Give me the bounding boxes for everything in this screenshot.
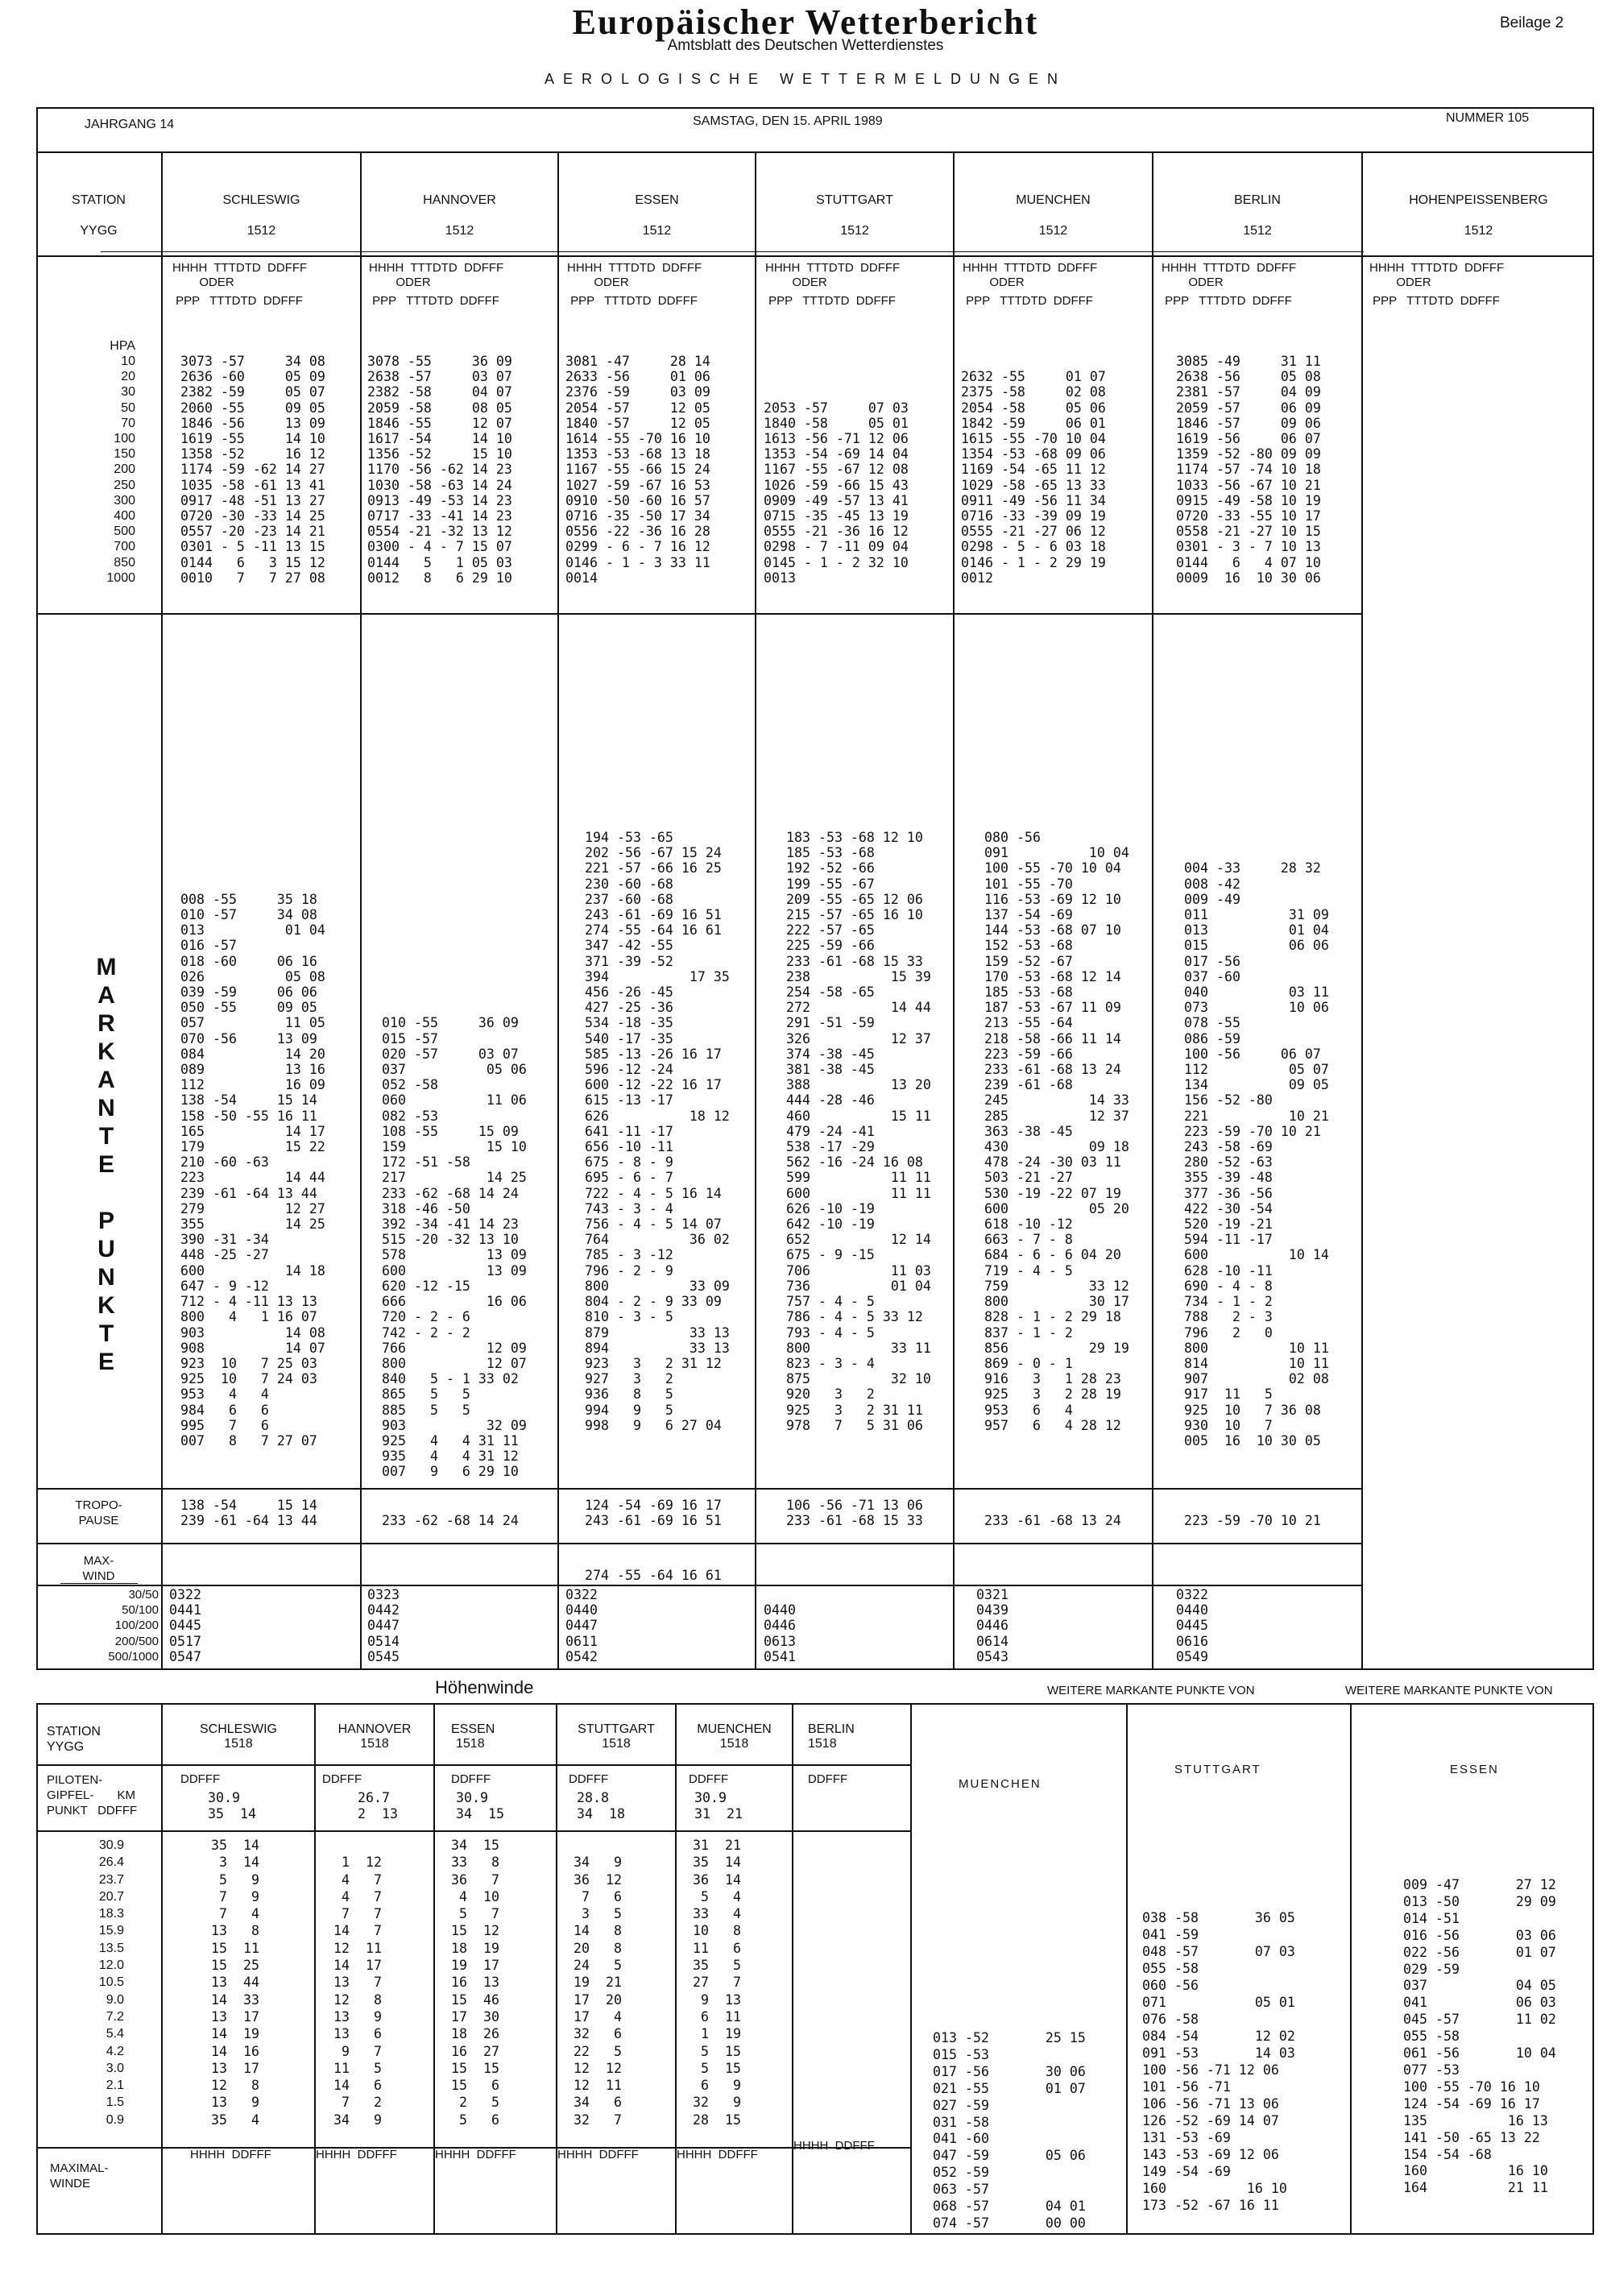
pilot-value-essen: 30.9 34 15: [456, 1790, 504, 1821]
pilot-value-stuttgart: 28.8 34 18: [577, 1790, 625, 1821]
standard-levels-essen: 3081 -47 28 14 2633 -56 01 06 2376 -59 03 09 2054 -57 12 05 1840 -57 12 05 1614 -55 -70 16 10 1353 -53 -68 13 18 1167 -55 -66 15 24 1027 -59 -67 16 53 0910 -50 -60 16 57 0716 -35 -50 17 34 0556 -22 -36 16 28 0299 - 6 - 7 16 12 0146 - 1 - 3 33 11 0014: [565, 354, 710, 586]
station-yygg-berlin: 1512: [1243, 224, 1272, 238]
station-yygg-essen: 1512: [642, 224, 672, 238]
subheader-berlin-1: HHHH TTTDTD DDFFF: [1162, 261, 1297, 275]
standard-levels-muenchen: 2632 -55 01 07 2375 -58 02 08 2054 -58 05 06 1842 -59 06 01 1615 -55 -70 10 04 1354 -53 -68 09 06 1169 -54 -65 11 12 1029 -58 -65 13 33 0911 -49 -56 11 34 0716 -33 -39 09 19 0555 -21 -27 06 12 0298 - 5 - 6 03 18 0146 - 1 - 2 29 19 0012: [961, 369, 1106, 586]
tropopause-label: TROPO- PAUSE: [75, 1498, 122, 1527]
subheader-hannover-1: HHHH TTTDTD DDFFF: [369, 261, 504, 275]
publication-title: Europäischer Wetterbericht: [572, 2, 1039, 42]
hw-pilot-rule: [36, 1830, 910, 1832]
station-yygg-schleswig: 1512: [246, 224, 276, 238]
winds-muenchen: 31 21 35 14 36 14 5 4 33 4 10 8 11 6 35 5 27 7 9 13 6 11 1 19 5 15 5 15 6 9 32 9 28 15: [693, 1838, 741, 2128]
station-name-hannover: HANNOVER: [423, 193, 496, 207]
publication-subtitle: Amtsblatt des Deutschen Wetterdienstes: [667, 37, 944, 54]
supplement-label: Beilage 2: [1500, 15, 1564, 31]
hw-station-essen: ESSEN: [451, 1722, 495, 1736]
col-divider-4: [755, 153, 756, 1670]
winds-schleswig: 35 14 3 14 5 9 7 9 7 4 13 8 15 11 15 25 13 44 14 33 13 17 14 19 14 16 13 17 12 8 13 9 35 4: [211, 1838, 259, 2128]
hw-yygg-berlin: 1518: [808, 1737, 837, 1751]
pilot-value-muenchen: 30.9 31 21: [694, 1790, 743, 1821]
markante-punkte-label: M A R K A N T E P U N K T E: [96, 954, 117, 1375]
subheader-muenchen-3: PPP TTTDTD DDFFF: [963, 294, 1093, 308]
maxwind-head-schleswig: HHHH DDFFF: [190, 2148, 271, 2161]
layers-schleswig: 0322 0441 0445 0517 0547: [169, 1587, 201, 1664]
standard-levels-schleswig: 3073 -57 34 08 2636 -60 05 09 2382 -59 05 07 2060 -55 09 05 1846 -56 13 09 1619 -55 14 10 1358 -52 16 12 1174 -59 -62 14 27 1035 -58 -61 13 41 0917 -48 -51 13 27 0720 -30 -33 14 25 0557 -20 -23 14 21 0301 - 5 -11 13 15 0144 6 3 15 12 0010 7 7 27 08: [180, 354, 325, 586]
hoehenwinde-title: Höhenwinde: [435, 1677, 534, 1697]
maxwind-head-essen: HHHH DDFFF: [435, 2148, 516, 2161]
station-name-berlin: BERLIN: [1234, 193, 1281, 207]
hpa-label: HPA: [110, 339, 135, 353]
subheader-stuttgart-2: ODER: [765, 276, 827, 289]
tropo-berlin: 223 -59 -70 10 21: [1184, 1513, 1321, 1529]
tropo-muenchen: 233 -61 -68 13 24: [984, 1513, 1121, 1529]
station-name-schleswig: SCHLESWIG: [222, 193, 300, 207]
subheader-rule: [36, 255, 1594, 257]
station-yygg-muenchen: 1512: [1038, 224, 1068, 238]
hw-station-hannover: HANNOVER: [338, 1722, 412, 1736]
subheader-schleswig-2: ODER: [172, 276, 234, 289]
layers-label: 30/50 50/100 100/200 200/500 500/1000: [108, 1588, 159, 1664]
layers-essen: 0322 0440 0447 0611 0542: [565, 1587, 598, 1664]
hw-station-schleswig: SCHLESWIG: [199, 1722, 277, 1736]
standard-levels-rule: [36, 613, 1361, 615]
stuttgart-points-title: STUTTGART: [1174, 1763, 1261, 1776]
markante-schleswig: 008 -55 35 18 010 -57 34 08 013 01 04 016 -57 018 -60 06 16 026 05 08 039 -59 06 06 050 -55 09 05 057 11 05 070 -56 13 09 084 14 20 089 13 16 112 16 09 138 -54 15 14 158 -50 -55 16 11 165 14 17 179 15 22 210 -60 -63 223 14 44 239 -61 -64 13 44 279 12 27 355 14 25 390 -31 -34 448 -25 -27 600 14 18 647 - 9 -12 712 - 4 -11 13 13 800 4 1 16 07 903 14 08 908 14 07 923 10 7 25 03 925 10 7 24 03 953 4 4 984 6 6 995 7 6 007 8 7 27 07: [180, 891, 325, 1448]
issue-number: NUMMER 105: [1446, 111, 1530, 125]
hw-station-muenchen: MUENCHEN: [697, 1722, 772, 1736]
maxwind-head-muenchen: HHHH DDFFF: [677, 2148, 758, 2161]
muenchen-extra-points: 013 -52 25 15 015 -53 017 -56 30 06 021 -55 01 07 027 -59 031 -58 041 -60 047 -59 05 06 052 -59 063 -57 068 -57 04 01 074 -57 00 00: [933, 2030, 1086, 2231]
subheader-berlin-3: PPP TTTDTD DDFFF: [1162, 294, 1292, 308]
subheader-schleswig-1: HHHH TTTDTD DDFFF: [172, 261, 308, 275]
hw-station-rule: [36, 1764, 910, 1766]
station-name-muenchen: MUENCHEN: [1016, 193, 1091, 207]
maxwind-label: MAX- WIND: [82, 1554, 115, 1583]
pilot-value-schleswig: 30.9 35 14: [208, 1790, 256, 1821]
markante-berlin: 004 -33 28 32 008 -42 009 -49 011 31 09 013 01 04 015 06 06 017 -56 037 -60 040 03 11 073 10 06 078 -55 086 -59 100 -56 06 07 112 05 07 134 09 05 156 -52 -80 221 10 21 223 -59 -70 10 21 243 -58 -69 280 -52 -63 355 -39 -48 377 -36 -56 422 -30 -54 520 -19 -21 594 -11 -17 600 10 14 628 -10 -11 690 - 4 - 8 734 - 1 - 2 788 2 - 3 796 2 0 800 10 11 814 10 11 907 02 08 917 11 5 925 10 7 36 08 930 10 7 005 16 10 30 05: [1184, 860, 1329, 1448]
col-divider-1: [161, 153, 163, 1670]
hw-yygg-schleswig: 1518: [224, 1737, 253, 1751]
subheader-schleswig-3: PPP TTTDTD DDFFF: [172, 294, 303, 308]
layers-berlin: 0322 0440 0445 0616 0549: [1176, 1587, 1208, 1664]
subheader-hohenpeissenberg-2: ODER: [1369, 276, 1431, 289]
pilot-ddfff-schleswig: DDFFF: [180, 1772, 221, 1786]
markante-hannover: 010 -55 36 09 015 -57 020 -57 03 07 037 05 06 052 -58 060 11 06 082 -53 108 -55 15 09 159 15 10 172 -51 -58 217 14 25 233 -62 -68 14 24 318 -46 -50 392 -34 -41 14 23 515 -20 -32 13 10 578 13 09 600 13 09 620 -12 -15 666 16 06 720 - 2 - 6 742 - 2 - 2 766 12 09 800 12 07 840 5 - 1 33 02 865 5 5 885 5 5 903 32 09 925 4 4 31 11 935 4 4 31 12 007 9 6 29 10: [382, 1015, 527, 1480]
tropo-schleswig: 138 -54 15 14 239 -61 -64 13 44: [180, 1498, 317, 1529]
col-divider-5: [953, 153, 955, 1670]
pilot-ddfff-berlin: DDFFF: [808, 1772, 848, 1786]
more-points-title-b: WEITERE MARKANTE PUNKTE VON: [1345, 1684, 1553, 1697]
hw-station-berlin: BERLIN: [808, 1722, 855, 1736]
hw-col-divider-7: [910, 1703, 912, 2235]
hw-col-divider-6: [792, 1703, 793, 2235]
maxwind-head-hannover: HHHH DDFFF: [316, 2148, 397, 2161]
subheader-muenchen-1: HHHH TTTDTD DDFFF: [963, 261, 1098, 275]
col-divider-7: [1361, 153, 1363, 1670]
subheader-stuttgart-1: HHHH TTTDTD DDFFF: [765, 261, 901, 275]
maxwind-label-underline: [60, 1583, 138, 1584]
hw-yygg-hannover: 1518: [360, 1737, 389, 1751]
maximal-winde-label: MAXIMAL- WINDE: [50, 2161, 109, 2190]
standard-levels-stuttgart: 2053 -57 07 03 1840 -58 05 01 1613 -56 -71 12 06 1353 -54 -69 14 04 1167 -55 -67 12 08 1026 -59 -66 15 43 0909 -49 -57 13 41 0715 -35 -45 13 19 0555 -21 -36 16 12 0298 - 7 -11 09 04 0145 - 1 - 2 32 10 0013: [764, 400, 909, 586]
subheader-muenchen-2: ODER: [963, 276, 1025, 289]
subheader-essen-1: HHHH TTTDTD DDFFF: [567, 261, 702, 275]
section-title: AEROLOGISCHE WETTERMELDUNGEN: [544, 71, 1067, 87]
issue-date: SAMSTAG, DEN 15. APRIL 1989: [693, 114, 883, 128]
station-yygg-stuttgart: 1512: [840, 224, 869, 238]
markante-rule: [36, 1488, 1361, 1490]
issue-bar-divider: [36, 151, 1594, 153]
station-name-stuttgart: STUTTGART: [816, 193, 893, 207]
subheader-berlin-2: ODER: [1162, 276, 1224, 289]
pilot-label: PILOTEN- GIPFEL- KM PUNKT DDFFF: [47, 1773, 138, 1817]
stuttgart-extra-points: 038 -58 36 05 041 -59 048 -57 07 03 055 -58 060 -56 071 05 01 076 -58 084 -54 12 02 091 -53 14 03 100 -56 -71 12 06 101 -56 -71 106 -56 -71 13 06 126 -52 -69 14 07 131 -53 -69 143 -53 -69 12 06 149 -54 -69 160 16 10 173 -52 -67 16 11: [1142, 1910, 1295, 2213]
more-points-title-a: WEITERE MARKANTE PUNKTE VON: [1047, 1684, 1255, 1697]
yygg-label: YYGG: [80, 224, 118, 238]
pilot-value-hannover: 26.7 2 13: [358, 1790, 398, 1821]
essen-extra-points: 009 -47 27 12 013 -50 29 09 014 -51 016 -56 03 06 022 -56 01 07 029 -59 037 04 05 041 06 03 045 -57 11 02 055 -58 061 -56 10 04 077 -53 100 -55 -70 16 10 124 -54 -69 16 17 135 16 13 141 -50 -65 13 22 154 -54 -68 160 16 10 164 21 11: [1403, 1877, 1556, 2196]
winds-essen: 34 15 33 8 36 7 4 10 5 7 15 12 18 19 19 17 16 13 15 46 17 30 18 26 16 27 15 15 15 6 2 5 5 6: [451, 1838, 499, 2128]
markante-stuttgart: 183 -53 -68 12 10 185 -53 -68 192 -52 -66 199 -55 -67 209 -55 -65 12 06 215 -57 -65 16 10 222 -57 -65 225 -59 -66 233 -61 -68 15 33 238 15 39 254 -58 -65 272 14 44 291 -51 -59 326 12 37 374 -38 -45 381 -38 -45 388 13 20 444 -28 -46 460 15 11 479 -24 -41 538 -17 -29 562 -16 -24 16 08 599 11 11 600 11 11 626 -10 -19 642 -10 -19 652 12 14 675 - 9 -15 706 11 03 736 01 04 757 - 4 - 5 786 - 4 - 5 33 12 793 - 4 - 5 800 33 11 823 - 3 - 4 875 32 10 920 3 2 925 3 2 31 11 978 7 5 31 06: [786, 830, 931, 1433]
pilot-ddfff-muenchen: DDFFF: [689, 1772, 729, 1786]
station-yygg-hannover: 1512: [445, 224, 474, 238]
tropo-hannover: 233 -62 -68 14 24: [382, 1513, 519, 1529]
col-divider-6: [1152, 153, 1153, 1670]
maxwind-essen: 274 -55 -64 16 61: [585, 1568, 722, 1583]
winds-hannover: 1 12 4 7 4 7 7 7 14 7 12 11 14 17 13 7 12 8 13 9 13 6 9 7 11 5 14 6 7 2 34 9: [333, 1855, 382, 2128]
subheader-essen-3: PPP TTTDTD DDFFF: [567, 294, 698, 308]
subheader-hohenpeissenberg-1: HHHH TTTDTD DDFFF: [1369, 261, 1505, 275]
tropo-essen: 124 -54 -69 16 17 243 -61 -69 16 51: [585, 1498, 722, 1529]
header-rule: [101, 251, 1364, 252]
maxwind-rule: [36, 1585, 1361, 1586]
km-level-list: 30.9 26.4 23.7 20.7 18.3 15.9 13.5 12.0 10.5 9.0 7.2 5.4 4.2 3.0 2.1 1.5 0.9: [98, 1838, 124, 2127]
subheader-stuttgart-3: PPP TTTDTD DDFFF: [765, 294, 896, 308]
standard-levels-berlin: 3085 -49 31 11 2638 -56 05 08 2381 -57 04 09 2059 -57 06 09 1846 -57 09 06 1619 -56 06 07 1359 -52 -80 09 09 1174 -57 -74 10 18 1033 -56 -67 10 21 0915 -49 -58 10 19 0720 -33 -55 10 17 0558 -21 -27 10 15 0301 - 3 - 7 10 13 0144 6 4 07 10 0009 16 10 30 06: [1176, 354, 1321, 586]
layers-muenchen: 0321 0439 0446 0614 0543: [976, 1587, 1008, 1664]
hw-yygg-essen: 1518: [456, 1737, 485, 1751]
station-yygg-hohenpeissenberg: 1512: [1464, 224, 1493, 238]
subheader-hannover-2: ODER: [369, 276, 431, 289]
hw-col-divider-9: [1350, 1703, 1352, 2235]
subheader-essen-2: ODER: [567, 276, 629, 289]
hw-col-divider-1: [161, 1703, 163, 2235]
hw-station-label: STATION YYGG: [47, 1725, 101, 1754]
hw-station-stuttgart: STUTTGART: [578, 1722, 655, 1736]
hpa-level-list: 10 20 30 50 70 100 150 200 250 300 400 500 700 850 1000: [106, 354, 135, 585]
maxwind-head-stuttgart: HHHH DDFFF: [557, 2148, 639, 2161]
col-divider-2: [360, 153, 362, 1670]
muenchen-points-title: MUENCHEN: [959, 1777, 1042, 1791]
layers-hannover: 0323 0442 0447 0514 0545: [367, 1587, 400, 1664]
pilot-ddfff-essen: DDFFF: [451, 1772, 491, 1786]
subheader-hohenpeissenberg-3: PPP TTTDTD DDFFF: [1369, 294, 1500, 308]
subheader-hannover-3: PPP TTTDTD DDFFF: [369, 294, 499, 308]
station-label: STATION: [72, 193, 126, 207]
markante-muenchen: 080 -56 091 10 04 100 -55 -70 10 04 101 -55 -70 116 -53 -69 12 10 137 -54 -69 144 -53 -68 07 10 152 -53 -68 159 -52 -67 170 -53 -68 12 14 185 -53 -68 187 -53 -67 11 09 213 -55 -64 218 -58 -66 11 14 223 -59 -66 233 -61 -68 13 24 239 -61 -68 245 14 33 285 12 37 363 -38 -45 430 09 18 478 -24 -30 03 11 503 -21 -27 530 -19 -22 07 19 600 05 20 618 -10 -12 663 - 7 - 8 684 - 6 - 6 04 20 719 - 4 - 5 759 33 12 800 30 17 828 - 1 - 2 29 18 837 - 1 - 2 856 29 19 869 - 0 - 1 916 3 1 28 23 925 3 2 28 19 953 6 4 957 6 4 28 12: [984, 830, 1129, 1433]
volume-label: JAHRGANG 14: [85, 118, 175, 131]
pilot-ddfff-stuttgart: DDFFF: [569, 1772, 609, 1786]
winds-stuttgart: 34 9 36 12 7 6 3 5 14 8 20 8 24 5 19 21 17 20 17 4 32 6 22 5 12 12 12 11 34 6 32 7: [574, 1855, 622, 2128]
markante-essen: 194 -53 -65 202 -56 -67 15 24 221 -57 -66 16 25 230 -60 -68 237 -60 -68 243 -61 -69 16 51 274 -55 -64 16 61 347 -42 -55 371 -39 -52 394 17 35 456 -26 -45 427 -25 -36 534 -18 -35 540 -17 -35 585 -13 -26 16 17 596 -12 -24 600 -12 -22 16 17 615 -13 -17 626 18 12 641 -11 -17 656 -10 -11 675 - 8 - 9 695 - 6 - 7 722 - 4 - 5 16 14 743 - 3 - 4 756 - 4 - 5 14 07 764 36 02 785 - 3 -12 796 - 2 - 9 800 33 09 804 - 2 - 9 33 09 810 - 3 - 5 879 33 13 894 33 13 923 3 2 31 12 927 3 2 936 8 5 994 9 5 998 9 6 27 04: [585, 830, 730, 1433]
station-name-essen: ESSEN: [635, 193, 679, 207]
layers-stuttgart: 0440 0446 0613 0541: [764, 1602, 796, 1664]
station-name-hohenpeissenberg: HOHENPEISSENBERG: [1409, 193, 1548, 207]
hw-yygg-muenchen: 1518: [719, 1737, 749, 1751]
col-divider-3: [557, 153, 559, 1670]
pilot-ddfff-hannover: DDFFF: [322, 1772, 362, 1786]
hw-col-divider-8: [1126, 1703, 1128, 2235]
hw-yygg-stuttgart: 1518: [602, 1737, 631, 1751]
standard-levels-hannover: 3078 -55 36 09 2638 -57 03 07 2382 -58 04 07 2059 -58 08 05 1846 -55 12 07 1617 -54 14 10 1356 -52 15 10 1170 -56 -62 14 23 1030 -58 -63 14 24 0913 -49 -53 14 23 0717 -33 -41 14 23 0554 -21 -32 13 12 0300 - 4 - 7 15 07 0144 5 1 05 03 0012 8 6 29 10: [367, 354, 512, 586]
tropo-rule: [36, 1543, 1361, 1544]
essen-points-title: ESSEN: [1450, 1763, 1499, 1776]
tropo-stuttgart: 106 -56 -71 13 06 233 -61 -68 15 33: [786, 1498, 923, 1529]
maxwind-head-berlin: HHHH DDFFF: [793, 2139, 875, 2153]
